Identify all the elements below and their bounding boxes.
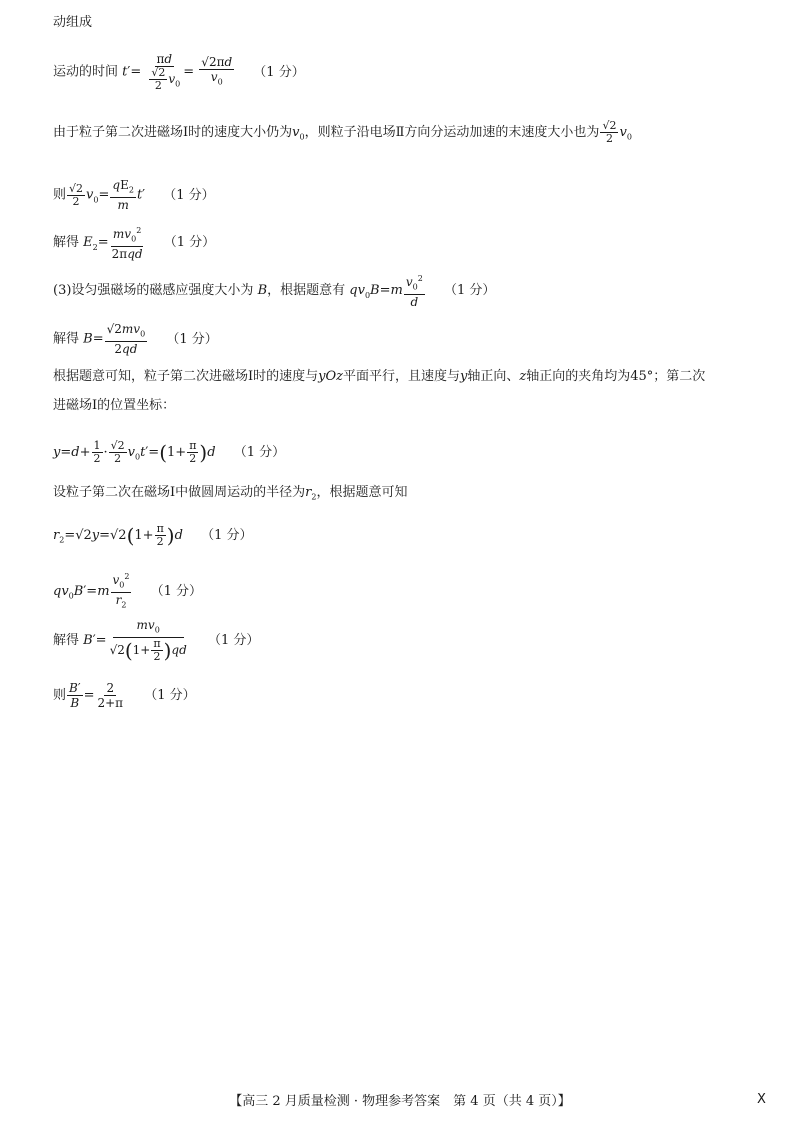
formula-y: y=d+ $\frac{1}{2}$ · $\frac{√2}{2}$ $v_0t'=(1+$ $\frac{\pi}{2}$ )d （1 分） <box>53 439 286 465</box>
formula-velocity: 则 $\frac{√2}{2}$ $v_0=$ $\frac{qE_2}{m}$ t′ （1 分） <box>53 178 215 213</box>
formula-time: 运动的时间 t′= πd $\frac{√2}{2}$ $v_0$ = $\frac{√2\pi d}{v_0}$ （1 分） <box>53 52 305 92</box>
score-label: （1 分） <box>233 445 286 460</box>
score-label: （1 分） <box>253 64 305 80</box>
score-label: （1 分） <box>201 528 253 543</box>
fraction: $\frac{√2\pi d}{v_0}$ <box>201 54 233 87</box>
page-footer: 【高三 2 月质量检测 · 物理参考答案 第 4 页（共 4 页）】 <box>229 1094 571 1109</box>
formula-b: 解得 B= $\frac{√2mv_0}{2qd}$ （1 分） <box>53 322 218 357</box>
text-line-6: (3)设匀强磁场的磁感应强度大小为 B，根据题意有 $qv_0B=m$ $\frac{v_0^2}{d}$ （1 分） <box>53 274 496 310</box>
formula-ratio: 则 $\frac{B'}{B}$ = $\frac{2}{2+\pi}$ （1 分） <box>53 681 196 710</box>
text-line-3: 由于粒子第二次进磁场Ⅰ时的速度大小仍为$v_0$，则粒子沿电场Ⅱ方向分运动加速的末速度大小也为 $\frac{√2}{2}$ $v_0$ <box>53 119 632 145</box>
text-line-9: 进磁场Ⅰ的位置坐标： <box>53 398 176 413</box>
text-line-1: 动组成 <box>53 15 93 30</box>
score-label: （1 分） <box>207 633 260 649</box>
text-line-8: 根据题意可知，粒子第二次进磁场Ⅰ时的速度与yOz平面平行，且速度与y轴正向、z轴正向的夹角均为45°；第二次 <box>53 369 706 384</box>
fraction: πd $\frac{√2}{2}$ $v_0$ <box>151 52 181 92</box>
score-label: （1 分） <box>166 331 218 347</box>
formula-force: $qv_0B'=m$ $\frac{v_0^2}{r_2}$ （1 分） <box>53 572 203 610</box>
formula-r2: $r_2=√2y=√2(1+$ $\frac{\pi}{2}$ )d （1 分） <box>53 522 253 548</box>
score-label: （1 分） <box>150 583 203 599</box>
formula-b-prime: 解得 B′= $mv_0$ √2(1+ $\frac{\pi}{2}$ )qd （1 分） <box>53 618 260 664</box>
corner-mark: X <box>757 1092 766 1107</box>
score-label: （1 分） <box>163 187 215 203</box>
score-label: （1 分） <box>144 688 196 703</box>
score-label: （1 分） <box>443 283 496 299</box>
score-label: （1 分） <box>163 235 216 251</box>
formula-e2: 解得 $E_2=$ $\frac{mv_0^2}{\text{2πqd}}$ （1 分） <box>53 226 216 262</box>
text-line-11: 设粒子第二次在磁场Ⅰ中做圆周运动的半径为$r_2$，根据题意可知 <box>53 485 408 502</box>
